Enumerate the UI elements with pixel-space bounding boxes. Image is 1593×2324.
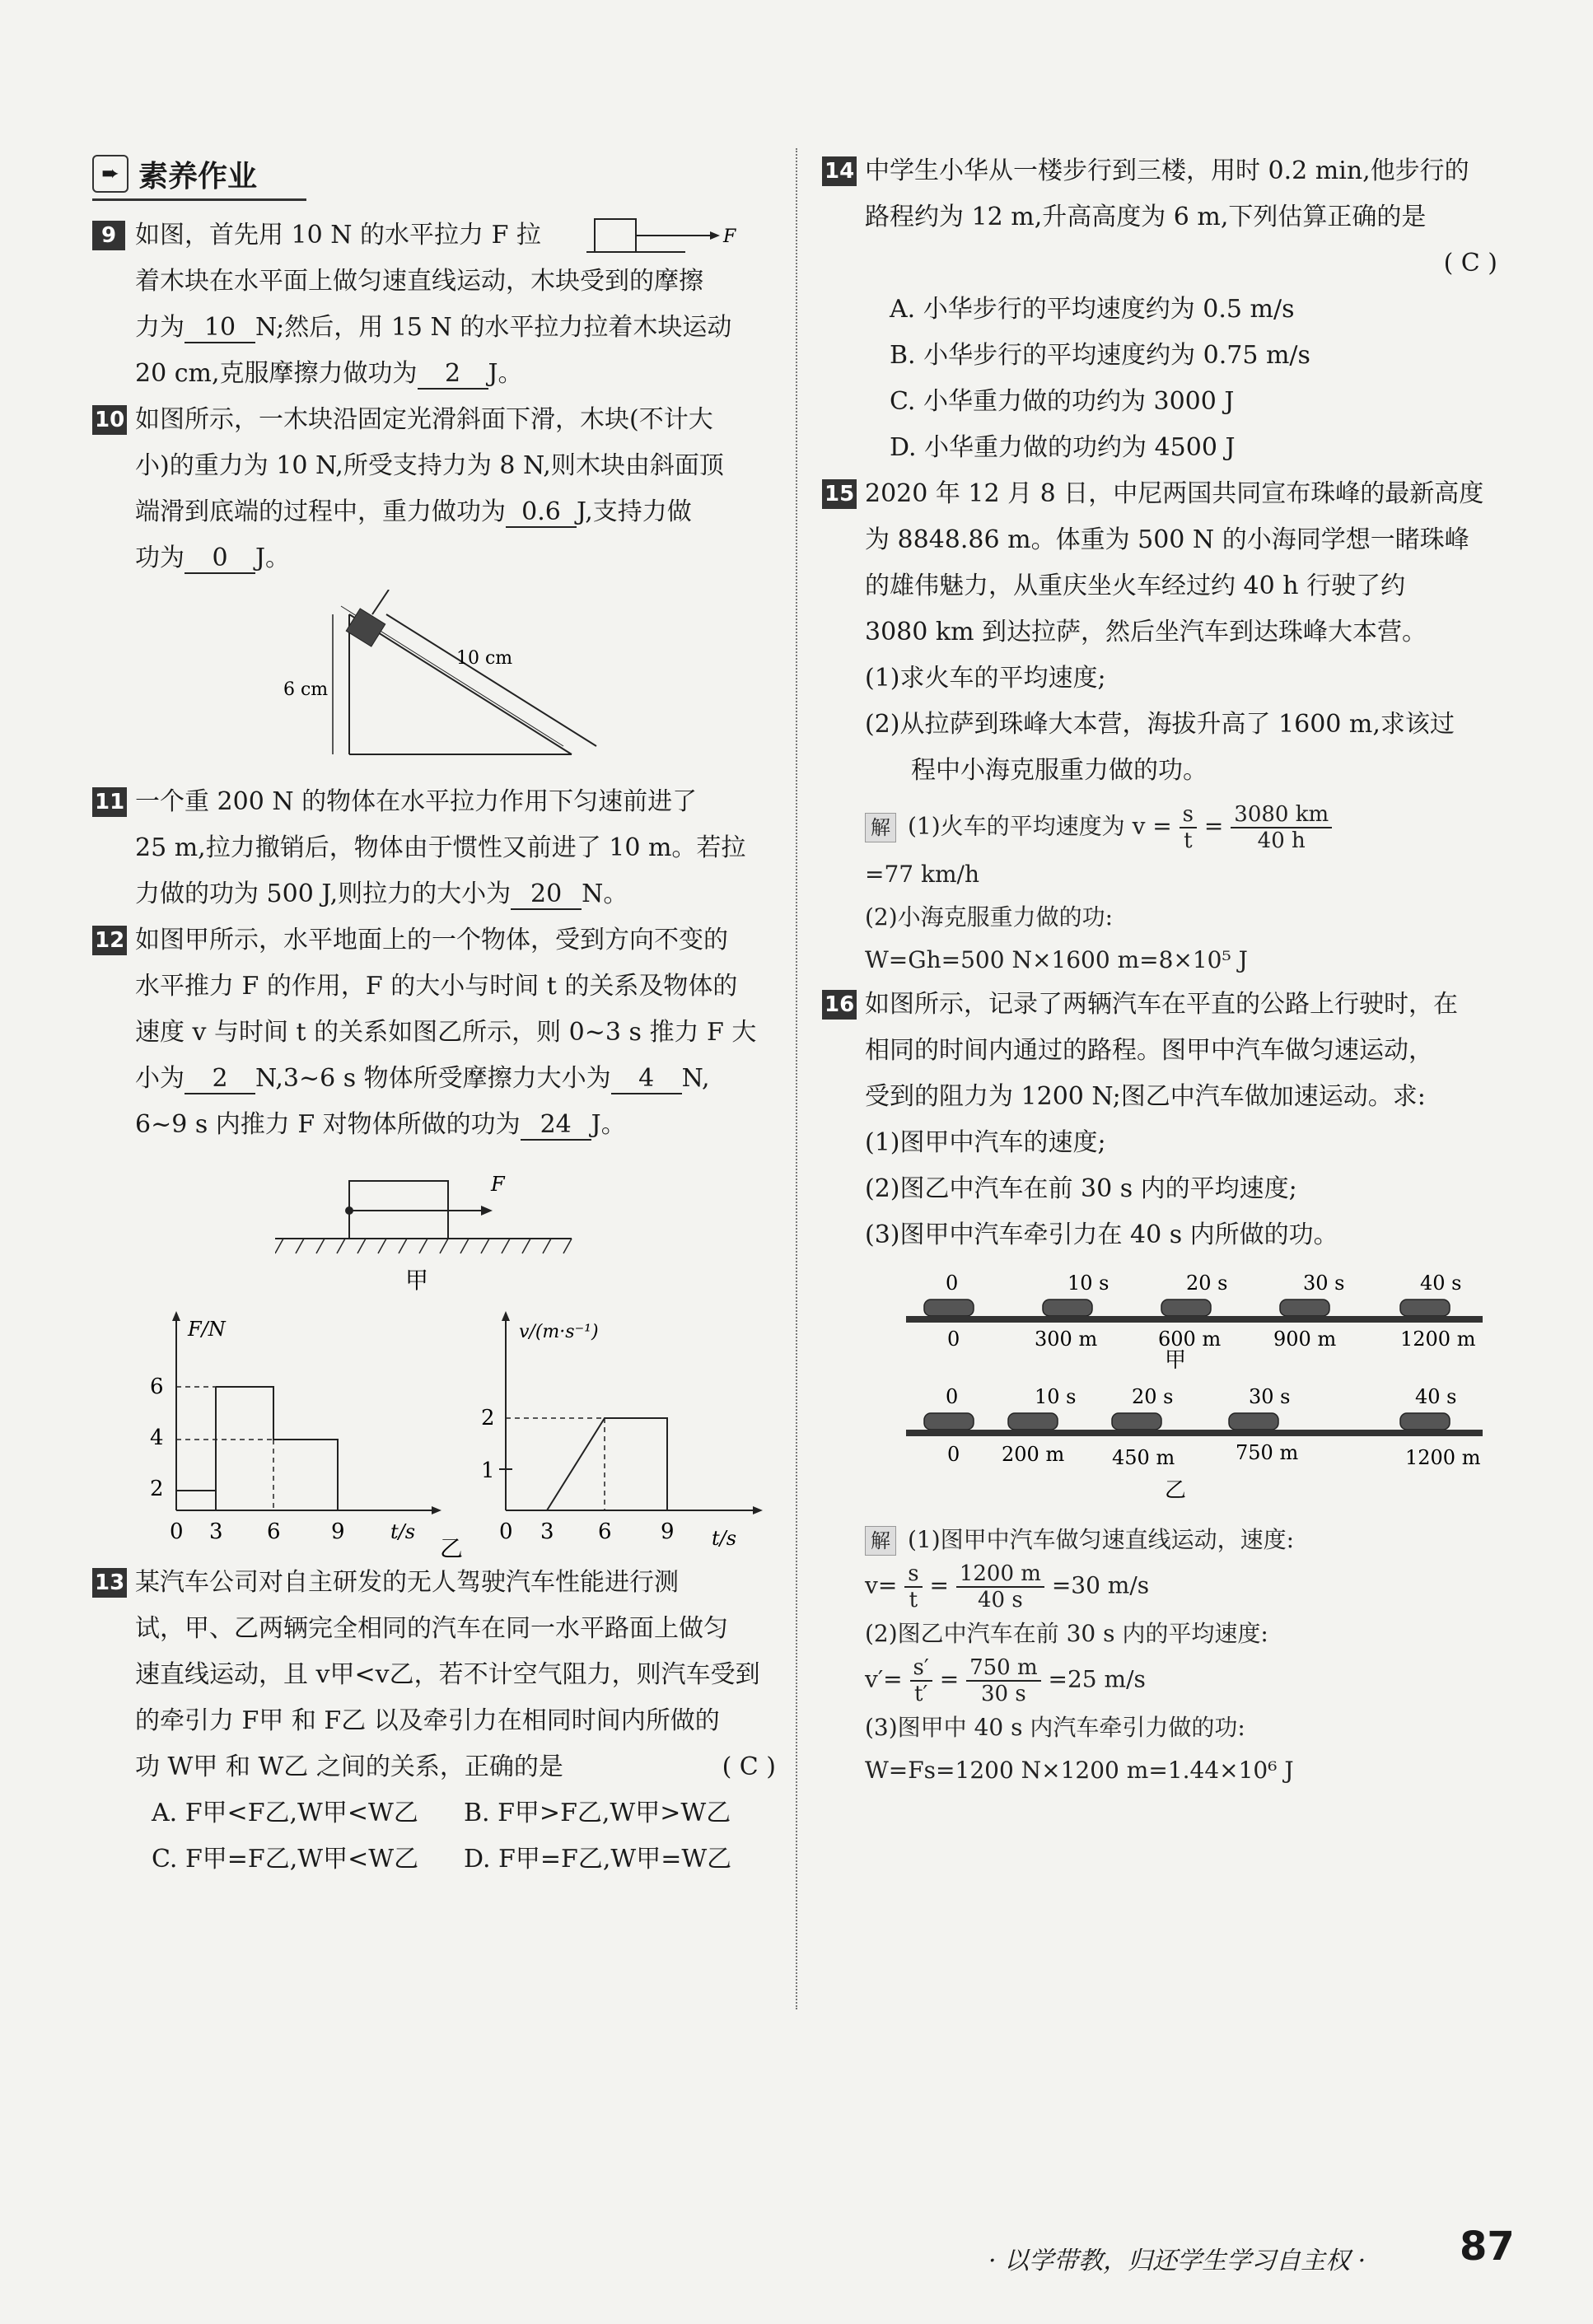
arrow-icon: ➨	[92, 155, 128, 193]
svg-text:0: 0	[946, 1272, 959, 1295]
solution-badge: 解	[865, 813, 896, 842]
svg-text:4: 4	[150, 1426, 164, 1450]
svg-text:20 s: 20 s	[1186, 1272, 1228, 1295]
svg-text:750 m: 750 m	[1236, 1441, 1299, 1464]
page-number: 87	[1460, 2224, 1515, 2270]
svg-text:0: 0	[946, 1385, 959, 1408]
svg-text:0: 0	[499, 1519, 513, 1544]
option-d: D. F甲=F乙,W甲=W乙	[464, 1845, 732, 1874]
figure-caption: 甲	[1165, 1348, 1187, 1373]
option-c: C. F甲=F乙,W甲<W乙	[152, 1845, 419, 1874]
svg-text:9: 9	[331, 1519, 345, 1544]
incline-length-label: 10 cm	[456, 648, 513, 669]
footer-slogan: · 以学带教，归还学生学习自主权 ·	[988, 2247, 1366, 2275]
question-number: 14	[822, 156, 857, 186]
svg-text:2: 2	[481, 1406, 495, 1430]
answer-choice: ( C )	[722, 1752, 776, 1781]
solution-15: 解 (1)火车的平均速度为 v = $\frac{s}{t}$ = $\frac{3080 km}{40 h}$ =77 km/h (2)小海克服重力做的功: W=Gh=500 N×1600 m=8×10⁵ J	[822, 802, 1497, 982]
svg-text:0: 0	[947, 1443, 960, 1466]
svg-text:1200 m: 1200 m	[1405, 1446, 1481, 1469]
svg-text:600 m: 600 m	[1158, 1328, 1222, 1351]
svg-text:20 s: 20 s	[1132, 1385, 1174, 1408]
svg-text:F/N: F/N	[188, 1318, 226, 1341]
section-header	[92, 150, 257, 198]
answer-blank: 2	[185, 1065, 255, 1094]
question-13: 13 某汽车公司对自主研发的无人驾驶汽车性能进行测 试，甲、乙两辆完全相同的汽车在同一水平路面上做匀 速直线运动，且 v甲<v乙，若不计空气阻力，则汽车受到 的牵引力 F甲 和 F乙 以及牵引力在相同时间内所做的 功 W甲 和 W乙 之间的关系，正确的是 ( C ) A. F甲<F乙,W甲<W乙 B. F甲>F乙,W甲>W乙 C. F甲=F乙,W甲<W乙 D. F甲=F乙,W甲=W乙	[92, 1560, 776, 1883]
svg-text:6: 6	[598, 1519, 612, 1544]
svg-text:30 s: 30 s	[1249, 1385, 1291, 1408]
option-b: B. F甲>F乙,W甲>W乙	[464, 1799, 731, 1827]
question-number: 13	[92, 1568, 127, 1598]
incline-height-label: 6 cm	[283, 679, 329, 700]
question-16: 16 如图所示，记录了两辆汽车在平直的公路上行驶时，在 相同的时间内通过的路程。图甲中汽车做匀速运动， 受到的阻力为 1200 N;图乙中汽车做加速运动。求: (1)图甲中汽车的速度; (2)图乙中汽车在前 30 s 内的平均速度; (3)图甲中汽车牵引力在 40 s 内所做的功。 0 10 s 20 s 30 s 40 s 0 300 m 600 m 900 m 1200 m 甲 0 10 s 20 s 30 s 40 s 0 200 m 450 m 750 m 1200 m 乙	[822, 982, 1497, 1514]
answer-blank: 0	[185, 544, 255, 574]
question-number: 12	[92, 926, 127, 955]
force-label: F	[723, 226, 736, 247]
answer-blank: 24	[521, 1111, 591, 1141]
svg-text:10 s: 10 s	[1067, 1272, 1109, 1295]
svg-text:6: 6	[150, 1374, 164, 1399]
option-a: A. 小华步行的平均速度约为 0.5 m/s	[890, 295, 1295, 324]
figure-caption: 乙	[440, 1535, 464, 1560]
question-number: 9	[92, 221, 125, 250]
svg-text:450 m: 450 m	[1112, 1446, 1175, 1469]
incline-figure	[283, 590, 629, 779]
svg-text:t/s: t/s	[712, 1527, 737, 1550]
svg-text:900 m: 900 m	[1273, 1328, 1337, 1351]
force-label: F	[491, 1173, 505, 1196]
section-title: 素养作业	[138, 159, 258, 194]
svg-text:30 s: 30 s	[1303, 1272, 1345, 1295]
svg-text:0: 0	[170, 1519, 184, 1544]
push-block-figure	[275, 1156, 605, 1296]
question-number: 16	[822, 990, 857, 1020]
answer-blank: 0.6	[506, 498, 577, 528]
svg-text:v/(m·s⁻¹): v/(m·s⁻¹)	[519, 1322, 599, 1342]
question-11: 11 一个重 200 N 的物体在水平拉力作用下匀速前进了 25 m,拉力撤销后，物体由于惯性又前进了 10 m。若拉 力做的功为 500 J,则拉力的大小为 20 N。	[92, 779, 776, 917]
answer-blank: 10	[185, 314, 255, 343]
solution-16: 解 (1)图甲中汽车做匀速直线运动，速度: v= $\frac{s}{t}$ = $\frac{1200 m}{40 s}$ =30 m/s (2)图乙中汽车在前 30 s 内的平均速度: v′= $\frac{s'}{t'}$ = $\frac{750 m}{30 s}$ =25 m/s (3)图甲中 40 s 内汽车牵引力做的功: W=Fs=1200 N×1200 m=1.44×10⁶ J	[865, 1526, 1295, 1784]
svg-text:300 m: 300 m	[1035, 1328, 1098, 1351]
column-divider	[796, 148, 797, 2009]
answer-blank: 2	[418, 360, 488, 390]
figure-caption: 乙	[1165, 1478, 1187, 1503]
car-motion-diagram	[873, 1267, 1516, 1514]
figure-caption: 甲	[405, 1267, 429, 1294]
svg-text:0: 0	[947, 1328, 960, 1351]
svg-text:2: 2	[150, 1477, 164, 1501]
svg-text:t/s: t/s	[390, 1520, 416, 1543]
svg-text:10 s: 10 s	[1035, 1385, 1077, 1408]
question-number: 15	[822, 479, 857, 509]
question-9: 9 F 如图，首先用 10 N 的水平拉力 F 拉 着木块在水平面上做匀速直线运动，木块受到的摩擦 力为 10 N;然后，用 15 N 的水平拉力拉着木块运动 20 cm,克服摩擦力做功为 2 J。	[92, 212, 776, 397]
option-b: B. 小华步行的平均速度约为 0.75 m/s	[890, 341, 1310, 370]
answer-choice: ( C )	[1443, 249, 1497, 278]
question-12: 12 如图甲所示，水平地面上的一个物体，受到方向不变的 水平推力 F 的作用，F 的大小与时间 t 的关系及物体的 速度 v 与时间 t 的关系如图乙所示，则 0~3 s 推力 F 大 小为 2 N,3~6 s 物体所受摩擦力大小为 4 N, 6~9 s 内推力 F 对物体所做的功为 24 J。 F 甲 F/N 6 4 2 0 3 6 9 t/s v/(m·s⁻¹) 2 1 0 3 6 9 t/s 乙	[92, 917, 776, 1560]
block-pull-figure	[586, 212, 751, 262]
svg-text:40 s: 40 s	[1420, 1272, 1462, 1295]
svg-text:1200 m: 1200 m	[1400, 1328, 1476, 1351]
option-c: C. 小华重力做的功约为 3000 J	[890, 387, 1235, 416]
svg-text:6: 6	[267, 1519, 281, 1544]
option-a: A. F甲<F乙,W甲<W乙	[152, 1799, 418, 1827]
question-15: 15 2020 年 12 月 8 日，中尼两国共同宣布珠峰的最新高度 为 8848.86 m。体重为 500 N 的小海同学想一睹珠峰 的雄伟魅力，从重庆坐火车经过约 40 h 行驶了约 3080 km 到达拉萨，然后坐汽车到达珠峰大本营。 (1)求火车的平均速度; (2)从拉萨到珠峰大本营，海拔升高了 1600 m,求该过 程中小海克服重力做的功。	[822, 471, 1497, 794]
answer-blank: 4	[611, 1065, 682, 1094]
question-number: 11	[92, 787, 127, 817]
solution-badge: 解	[865, 1526, 896, 1556]
question-10: 10 如图所示，一木块沿固定光滑斜面下滑，木块(不计大 小)的重力为 10 N,所受支持力为 8 N,则木块由斜面顶 端滑到底端的过程中，重力做功为 0.6 J,支持力做 功为 0 J。 10 cm 6 cm	[92, 397, 776, 779]
question-14: 14 中学生小华从一楼步行到三楼，用时 0.2 min,他步行的 路程约为 12 m,升高高度为 6 m,下列估算正确的是 ( C ) A. 小华步行的平均速度约为 0.5 m/s B. 小华步行的平均速度约为 0.75 m/s C. 小华重力做的功约为 3000 J D. 小华重力做的功约为 4500 J	[822, 148, 1497, 471]
svg-text:1: 1	[481, 1458, 495, 1483]
svg-text:9: 9	[661, 1519, 675, 1544]
svg-text:40 s: 40 s	[1415, 1385, 1457, 1408]
svg-text:3: 3	[540, 1519, 554, 1544]
force-velocity-graphs	[119, 1304, 778, 1560]
svg-text:200 m: 200 m	[1002, 1443, 1065, 1466]
answer-blank: 20	[511, 880, 582, 910]
svg-text:3: 3	[209, 1519, 223, 1544]
question-number: 10	[92, 405, 127, 435]
option-d: D. 小华重力做的功约为 4500 J	[890, 433, 1236, 462]
